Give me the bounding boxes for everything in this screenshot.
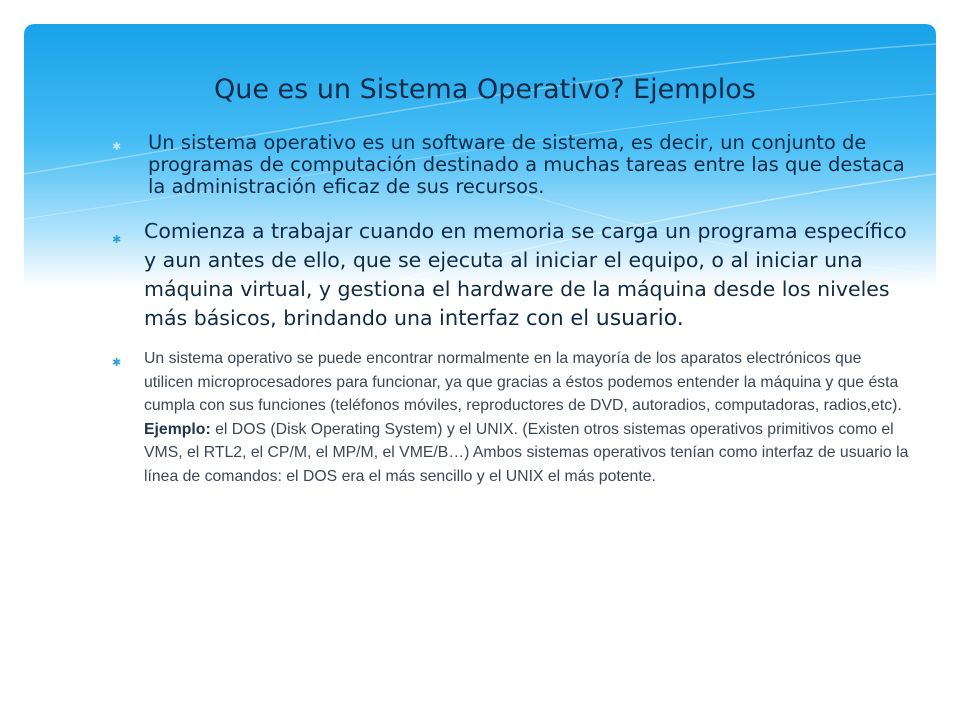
bullet-text-continued: el DOS (Disk Operating System) y el UNIX. (Existen otros sistemas operativos primitivos como el VMS, el RTL2, el CP/M, el MP/M, el VME/B…) Ambos sistemas operativos tenían como interfaz de usuario la línea de comandos: el DOS era el más sencillo y el UNIX el más potente. bbox=[144, 420, 909, 485]
bullet-item bbox=[112, 217, 912, 333]
bullet-item bbox=[112, 132, 912, 198]
example-label: Ejemplo: bbox=[144, 420, 211, 438]
bullet-text-tail-end: usuario. bbox=[595, 306, 684, 331]
asterisk-bullet-icon: ✱ bbox=[112, 233, 122, 246]
bullet-list bbox=[112, 132, 912, 488]
slide-title: Que es un Sistema Operativo? Ejemplos bbox=[214, 74, 756, 105]
bullet-text-tail: interfaz con el bbox=[439, 306, 596, 330]
bullet-text: Un sistema operativo se puede encontrar normalmente en la mayoría de los aparatos electrónicos que utilicen microprocesadores para funcionar, ya que gracias a éstos podemos entender la máquina y que ésta cumpla con sus funciones (teléfonos móviles, reproductores de DVD, autoradios, computadoras, radios,etc). bbox=[144, 350, 902, 414]
bullet-text: Comienza a trabajar cuando en memoria se carga un programa específico y aun antes de ello, que se ejecuta al iniciar el equipo, o al iniciar una máquina virtual, y gestiona el hardware de la máquina desde los niveles más básicos, brindando una bbox=[144, 219, 907, 330]
asterisk-bullet-icon: ✱ bbox=[112, 140, 122, 153]
bullet-text: Un sistema operativo es un software de sistema, es decir, un conjunto de programas de computación destinado a muchas tareas entre las que destaca la administración eficaz de sus recursos. bbox=[148, 131, 905, 198]
bullet-item bbox=[112, 347, 912, 488]
asterisk-bullet-icon: ✱ bbox=[112, 356, 122, 369]
